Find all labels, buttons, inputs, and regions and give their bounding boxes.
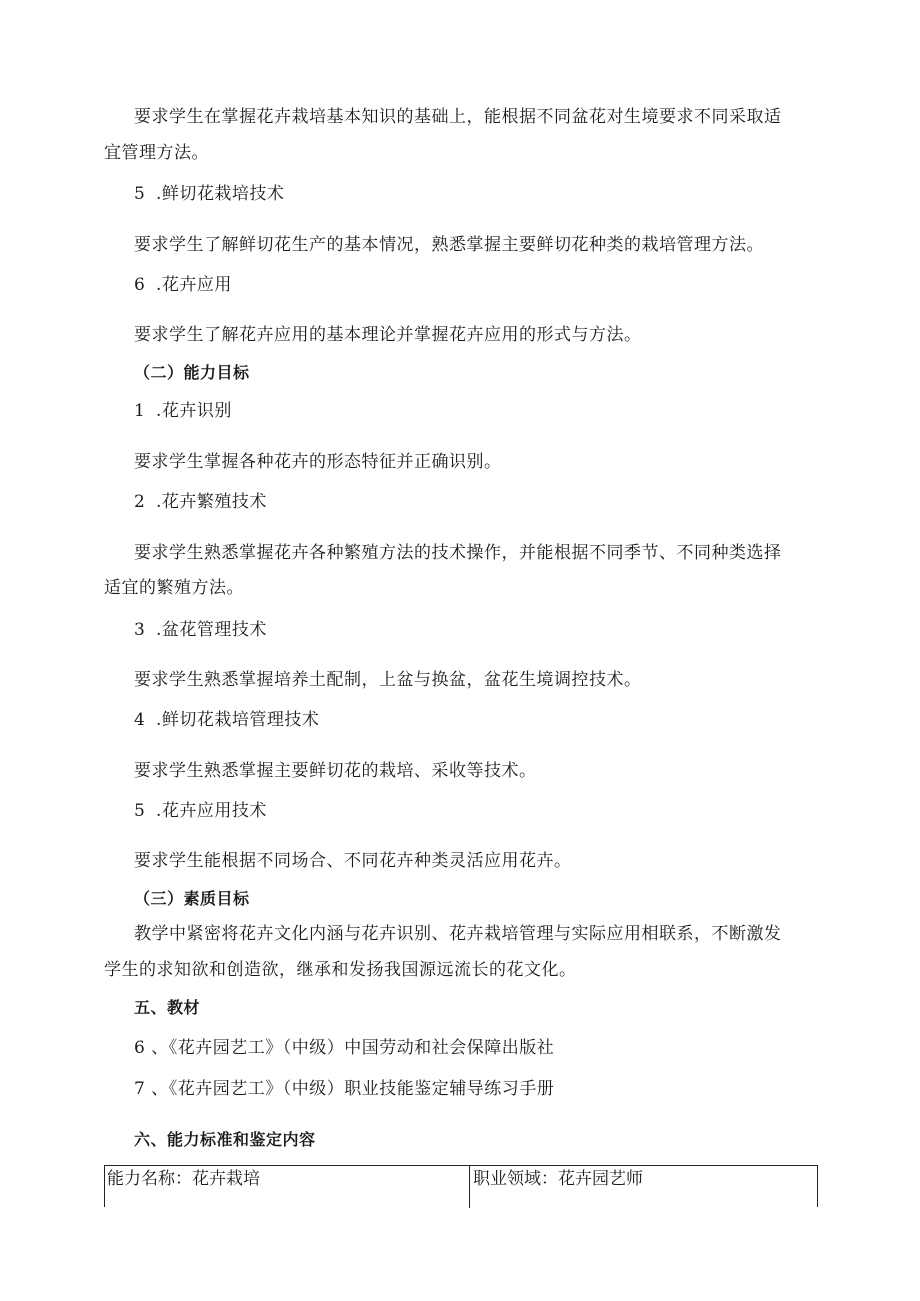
paragraph-line: 要求学生了解花卉应用的基本理论并掌握花卉应用的形式与方法。 (134, 325, 642, 345)
paragraph-line: 要求学生熟悉掌握培养土配制，上盆与换盆，盆花生境调控技术。 (134, 670, 642, 690)
textbook-item: 6 、《花卉园艺工》（中级）中国劳动和社会保障出版社 (134, 1038, 555, 1058)
item-title: .花卉繁殖技术 (156, 492, 267, 512)
ability-name-cell: 能力名称：花卉栽培 (107, 1169, 260, 1189)
item-heading-5 (134, 186, 284, 203)
ability-item-1 (134, 403, 232, 420)
ability-item-4 (134, 712, 319, 729)
section-heading-ability: （二）能力目标 (134, 363, 250, 382)
item-number: 6 (134, 275, 146, 295)
paragraph-line: 要求学生熟悉掌握主要鲜切花的栽培、采收等技术。 (134, 761, 537, 781)
item-number: 3 (134, 620, 146, 640)
item-title: .盆花管理技术 (156, 620, 267, 640)
occupation-cell: 职业领域：花卉园艺师 (473, 1169, 643, 1189)
item-number: 4 (134, 710, 146, 730)
paragraph-line: 要求学生能根据不同场合、不同花卉种类灵活应用花卉。 (134, 851, 572, 871)
ability-item-3 (134, 622, 267, 639)
item-title: .花卉应用 (156, 275, 232, 295)
ability-standard-table (104, 1165, 818, 1207)
item-title: .花卉应用技术 (156, 801, 267, 821)
item-number: 5 (134, 184, 146, 204)
table-divider (469, 1166, 470, 1208)
paragraph-line: 学生的求知欲和创造欲，继承和发扬我国源远流长的花文化。 (104, 960, 577, 980)
item-number: 5 (134, 801, 146, 821)
ability-item-2 (134, 494, 267, 511)
item-number: 1 (134, 401, 146, 421)
section-heading-textbook: 五、教材 (134, 998, 201, 1017)
paragraph-line: 教学中紧密将花卉文化内涵与花卉识别、花卉栽培管理与实际应用相联系，不断激发 (134, 924, 782, 944)
item-heading-6 (134, 277, 232, 294)
paragraph-line: 宜管理方法。 (104, 143, 209, 163)
item-title: .花卉识别 (156, 401, 232, 421)
section-heading-standard: 六、能力标准和鉴定内容 (134, 1130, 316, 1149)
textbook-item: 7 、《花卉园艺工》（中级）职业技能鉴定辅导练习手册 (134, 1079, 555, 1099)
paragraph-line: 要求学生掌握各种花卉的形态特征并正确识别。 (134, 452, 502, 472)
paragraph-line: 要求学生了解鲜切花生产的基本情况，熟悉掌握主要鲜切花种类的栽培管理方法。 (134, 235, 764, 255)
section-heading-quality: （三）素质目标 (134, 889, 250, 908)
item-title: .鲜切花栽培管理技术 (156, 710, 320, 730)
item-title: .鲜切花栽培技术 (156, 184, 285, 204)
paragraph-line: 要求学生熟悉掌握花卉各种繁殖方法的技术操作，并能根据不同季节、不同种类选择 (134, 543, 782, 563)
paragraph-line: 要求学生在掌握花卉栽培基本知识的基础上，能根据不同盆花对生境要求不同采取适 (134, 107, 782, 127)
ability-item-5 (134, 803, 267, 820)
item-number: 2 (134, 492, 146, 512)
paragraph-line: 适宜的繁殖方法。 (104, 578, 244, 598)
